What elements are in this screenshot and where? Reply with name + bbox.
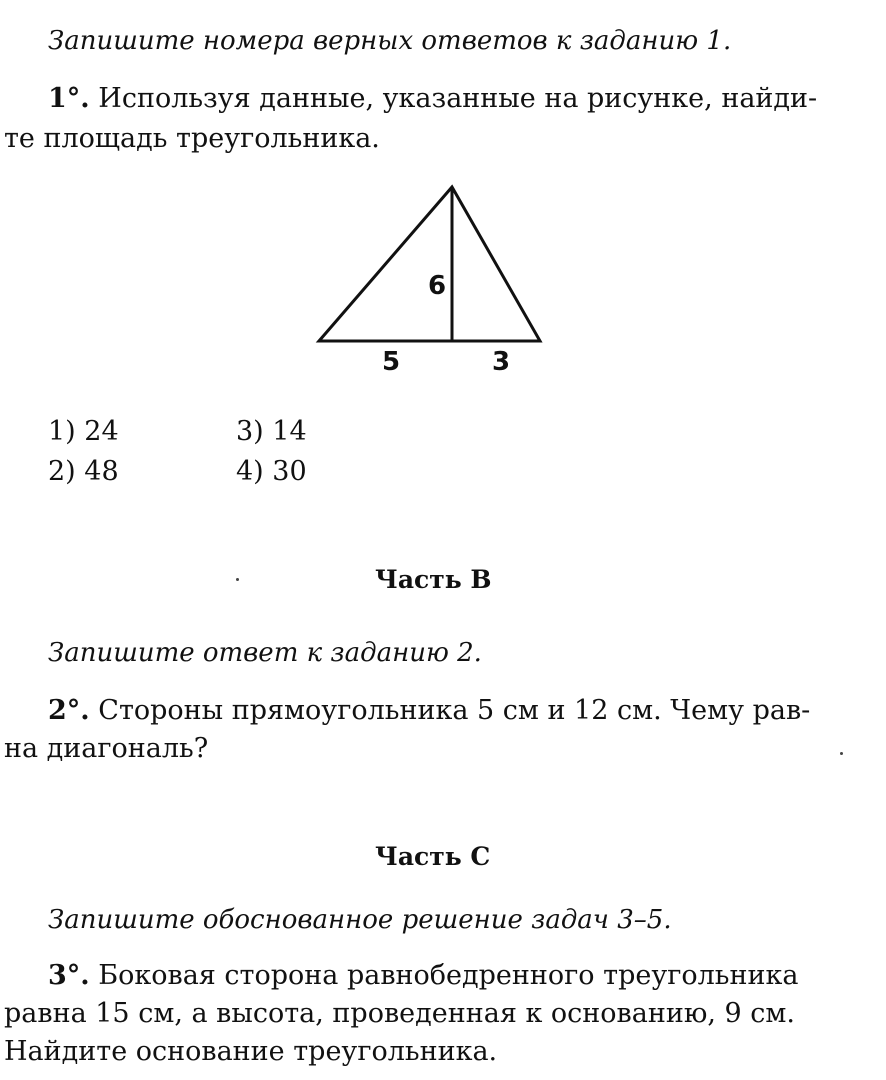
task-2-line-1 — [48, 694, 858, 728]
part-a-instruction: Запишите номера верных ответов к заданию 1. — [48, 26, 732, 56]
left-base-label: 5 — [382, 347, 401, 377]
speck-dot — [840, 752, 843, 755]
part-c-heading: Часть C — [375, 842, 491, 871]
task-2-number: 2°. — [48, 695, 90, 726]
part-c-instruction: Запишите обоснованное решение задач 3–5. — [48, 905, 672, 935]
task-3-line-1 — [48, 959, 858, 993]
task-3-text-1: Боковая сторона равнобедренного треугольника — [98, 960, 799, 991]
right-base-label: 3 — [492, 347, 511, 377]
triangle-figure — [300, 175, 560, 385]
task-3-line-2: равна 15 см, а высота, проведенная к основанию, 9 см. — [4, 998, 795, 1029]
task-2-text-1: Стороны прямоугольника 5 см и 12 см. Чему рав- — [98, 695, 811, 726]
speck-dot — [236, 578, 239, 581]
task-3-line-3: Найдите основание треугольника. — [4, 1036, 498, 1067]
task-1-line-1 — [48, 82, 858, 116]
part-b-instruction: Запишите ответ к заданию 2. — [48, 638, 482, 668]
task-2-line-2: на диагональ? — [4, 733, 209, 764]
height-label: 6 — [428, 271, 447, 301]
task-1-text-1: Используя данные, указанные на рисунке, найди- — [98, 83, 818, 114]
task-1-number: 1°. — [48, 83, 90, 114]
option-2: 2) 48 — [48, 456, 119, 487]
option-3: 3) 14 — [236, 416, 307, 447]
task-3-number: 3°. — [48, 960, 90, 991]
option-1: 1) 24 — [48, 416, 119, 447]
triangle-outline — [319, 187, 540, 341]
task-1-line-2: те площадь треугольника. — [4, 123, 380, 154]
part-b-heading: Часть B — [375, 565, 492, 594]
option-4: 4) 30 — [236, 456, 307, 487]
